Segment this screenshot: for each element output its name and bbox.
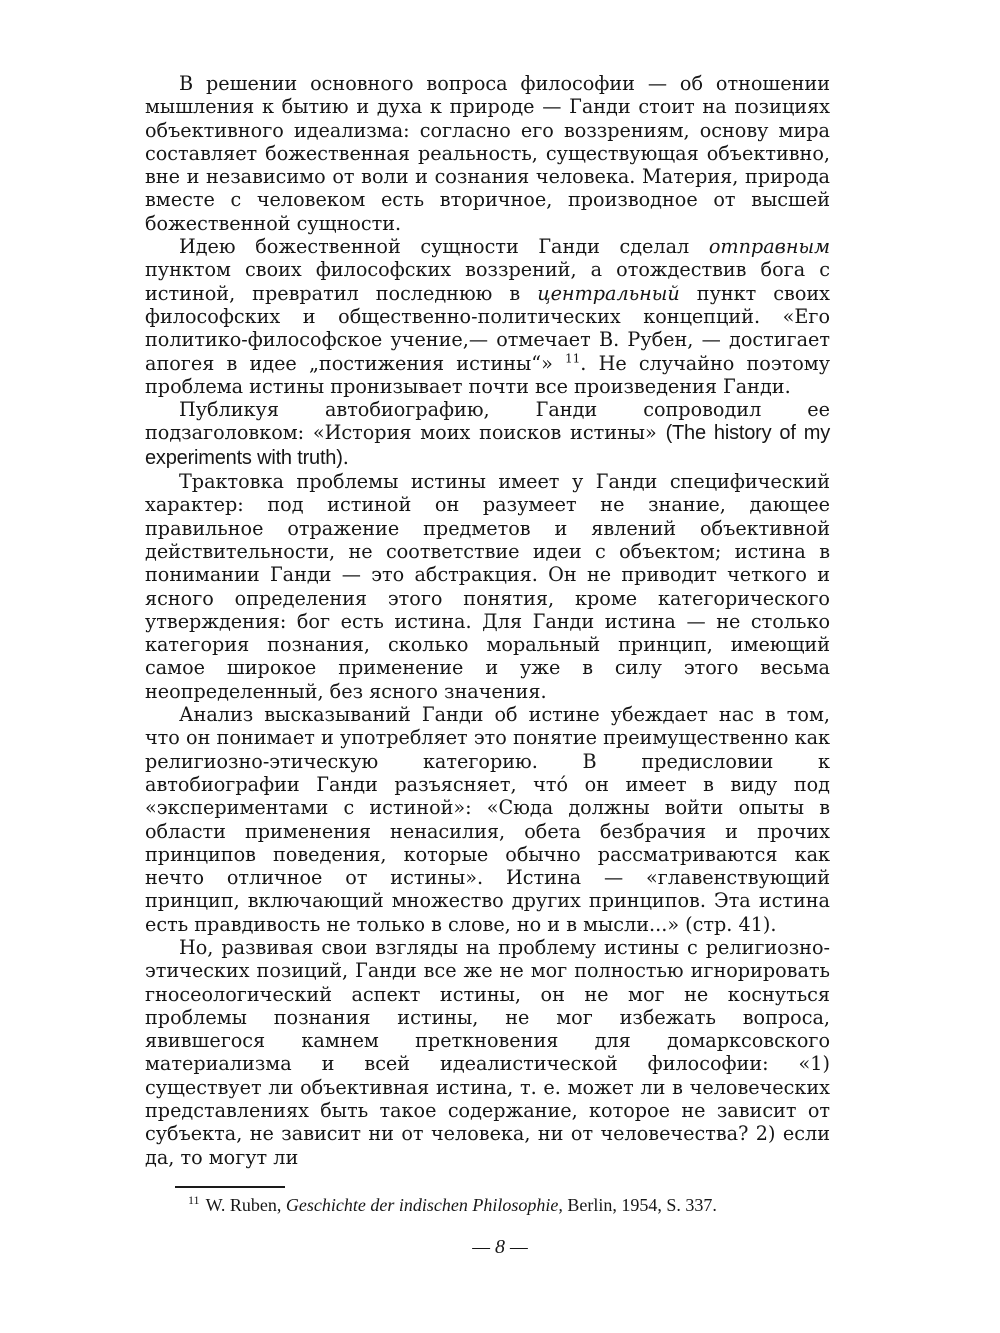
paragraph-2-part-3: пункт своих философских и общественно-политических концепций. «Его политико-философское учение,— отмечает В. Рубен, — достигает апогея в идее „постижения истины“»	[145, 281, 830, 375]
paragraph-2	[145, 235, 830, 398]
footnote-divider	[175, 1186, 285, 1188]
paragraph-2-emphasis-2: центральный	[537, 281, 680, 305]
footnote-reference: 11	[565, 351, 581, 366]
paragraph-2-part-4: . Не случайно поэтому проблема истины пронизывает почти все произведения Ганди.	[145, 351, 830, 398]
page-body	[145, 72, 830, 1169]
paragraph-3-part-2: .	[342, 445, 349, 469]
paragraph-4: Трактовка проблемы истины имеет у Ганди специфический характер: под истиной он разумеет не знание, дающее правильное отражение предметов и явлений объективной действительности, не соответствие идеи с объектом; истина в понимании Ганди — это абстракция. Он не приводит четкого и ясного определения этого понятия, кроме категорического утверждения: бог есть истина. Для Ганди истина — не столько категория познания, сколько моральный принцип, имеющий самое широкое применение и уже в силу этого весьма неопределенный, без ясного значения.	[145, 470, 830, 703]
paragraph-2-part-1: Идею божественной сущности Ганди сделал	[179, 235, 709, 259]
paragraph-2-part-2: пунктом своих философских воззрений, а отождествив бога с истиной, превратил последнюю в	[145, 258, 830, 305]
paragraph-3-part-1: Публикуя автобиографию, Ганди сопроводил ее подзаголовком: «История моих поисков истины»	[145, 398, 830, 445]
footnote-author: W. Ruben,	[205, 1195, 286, 1215]
footnote-number: 11	[188, 1193, 200, 1207]
paragraph-2-emphasis-1: отправным	[708, 235, 830, 259]
paragraph-3-english-title: (The history of my experiments with truth)	[145, 422, 830, 469]
footnote-rest: Berlin, 1954, S. 337.	[562, 1195, 717, 1215]
paragraph-5: Анализ высказываний Ганди об истине убеждает нас в том, что он понимает и употребляет это понятие преимущественно как религиозно-этическую категорию. В предисловии к автобиографии Ганди разъясняет, что́ он имеет в виду под «экспериментами с истиной»: «Сюда должны войти опыты в области применения ненасилия, обета безбрачия и прочих принципов поведения, которые обычно рассматриваются как нечто отличное от истины». Истина — «главенствующий принцип, включающий множество других принципов. Эта истина есть правдивость не только в слове, но и в мысли...» (стр. 41).	[145, 703, 830, 936]
footnote-title: Geschichte der indischen Philosophie,	[285, 1195, 563, 1215]
page-number: — 8 —	[472, 1236, 528, 1258]
paragraph-6: Но, развивая свои взгляды на проблему истины с религиозно-этических позиций, Ганди все же не мог полностью игнорировать гносеологический аспект истины, он не мог не коснуться проблемы познания истины, не мог избежать вопроса, явившегося камнем преткновения для домарксовского материализма и всей идеалистической философии: «1) существует ли объективная истина, т. е. может ли в человеческих представлениях быть такое содержание, которое не зависит от субъекта, не зависит ни от человека, ни от человечества? 2) если да, то могут ли	[145, 935, 830, 1169]
footnote	[188, 1194, 838, 1216]
paragraph-3	[145, 398, 830, 470]
paragraph-1: В решении основного вопроса философии — об отношении мышления к бытию и духа к природе — Ганди стоит на позициях объективного идеализма: согласно его воззрениям, основу мира составляет божественная реальность, существующая объективно, вне и независимо от воли и сознания человека. Материя, природа вместе с человеком есть вторичное, производное от высшей божественной сущности.	[145, 72, 830, 235]
